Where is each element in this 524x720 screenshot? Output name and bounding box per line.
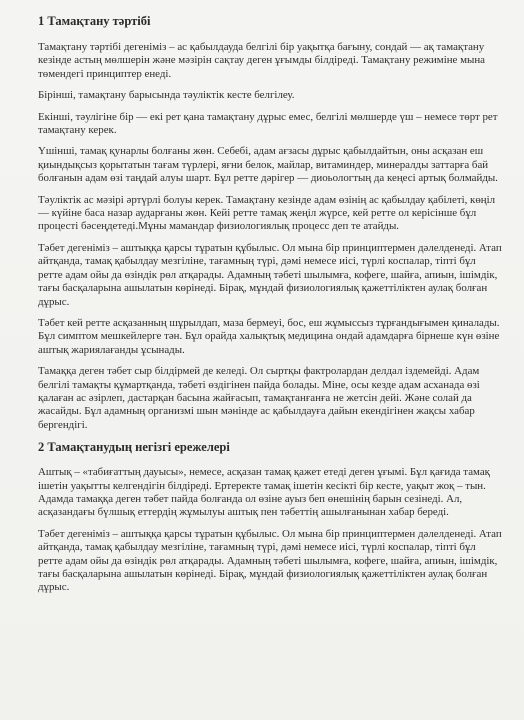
section-1-heading: 1 Тамақтану тәртібі <box>38 14 151 28</box>
paragraph: Аштық – «табиғаттың дауысы», немесе, асқазан тамақ қажет етеді деген ұғымі. Бұл қағида тамақ ішетін уақытты келгендігін білдіреді. Ертеректе тамақ ішетін кесікті бір кесте, уақыт жоқ – тын. Адамда тамаққа деген тәбет пайда болғанда ол өзіне ауыз беп өнешінің барын сезінеді. Ал, асқазандағы бүлшық еттердің жұмылуы аштық пен тәбеттің ашылғанынан хабар береді. <box>38 466 490 519</box>
paragraph: Екінші, тәулігіне бір — екі рет қана тамақтану дұрыс емес, белгілі мөлшерде үш – немесе төрт рет тамақтану керек. <box>38 110 498 137</box>
paragraph: Тамақтану тәртібі дегеніміз – ас қабылдауда белгілі бір уақытқа бағыну, сондай — ақ тамақтану кезінде астың мөлшерін және мәзірін сақтау деген ұғымды білдіреді. Тамақтану режиміне мына төмендегі принциптер енеді. <box>38 41 485 80</box>
section-2-heading: 2 Тамақтанудың негізгі ережелері <box>38 440 230 455</box>
paragraph: Тәбет кей ретте асқазанның шұрылдап, маза бермеуі, бос, еш жұмыссыз тұрғандығымен қиналады. Бұл симптом мешкейлерге тән. Бұл орайда халықтық медицина ондай адамдарға бірнеше күн өзіне аштық жариялағанды ұсынады. <box>38 316 500 356</box>
paragraph: Бірінші, тамақтану барысында тәуліктік кесте белгілеу. <box>38 89 295 102</box>
paragraph: Тәбет дегеніміз – аштыққа қарсы тұратын құбылыс. Ол мына бір принциптермен дәлелденеді. Атап айтқанда, тамақ қабылдау мезгіліне, тағамның түрі, дәмі немесе иісі, түрлі коспалар, тіпті бұл ретте адам ойы да өзіндік рөл атқарады. Адамның тәбеті шылымға, кофеге, шайға, апиын, ішімдік, тағы басқаларына ашылатын көрінеді. Бірақ, мұндай физиологиялық қажеттіліктен аулақ болған дұрыс. <box>38 527 502 594</box>
paragraph: Тәуліктік ас мәзірі әртүрлі болуы керек. Тамақтану кезінде адам өзінің ас қабылдау қабілеті, көңіл — күйіне баса назар аударғаны жөн. Кейі ретте тамақ жеңіл жүрсе, кей ретте ол керісінше бұл процесті бәсеңдетеді.Мұны мамандар физиологиялық процесс деп те атайды. <box>38 193 496 233</box>
paragraph: Тамаққа деген тәбет сыр білдірмей де келеді. Ол сыртқы фактролардан делдал іздемейді. Адам белгілі тамақты құмартқанда, тәбеті өздігінен пайда болады. Міне, осы кезде адам асханада өзі қалаған ас әзірлеп, дастарқан басына жайғасып, тамақтанғанға не жетсін дейі. Және солай да жасайды. Бұл адамның организмі шын мәнінде ас қабылдауға дайын екендігінен жақсы хабар бергендігі. <box>38 365 480 431</box>
paragraph: Үшінші, тамақ қунарлы болғаны жөн. Себебі, адам ағзасы дұрыс қабылдайтын, оны асқазан еш қиындықсыз қорытатын тағам түрлері, яғни белок, майлар, витаминдер, минералды заттарға бай болғанын адам өзі таңдай алуы шарт. Бұл ретте дәрігер — диоьологтың да кеңесі артық болмайды. <box>38 145 498 185</box>
paragraph: Тәбет дегеніміз – аштыққа қарсы тұратын құбылыс. Ол мына бір принциптермен дәлелденеді. Атап айтқанда, тамақ қабылдау мезгіліне, тағамның түрі, дәмі немесе иісі, түрлі коспалар, тіпті бұл ретте адам ойы да өзіндік рөл атқарады. Адамның тәбеті шылымға, кофеге, шайға, апиын, ішімдік, тағы басқаларына ашылатын көрінеді. Бірақ, мұндай физиологиялық қажеттіліктен аулақ болған дұрыс. <box>38 241 502 308</box>
